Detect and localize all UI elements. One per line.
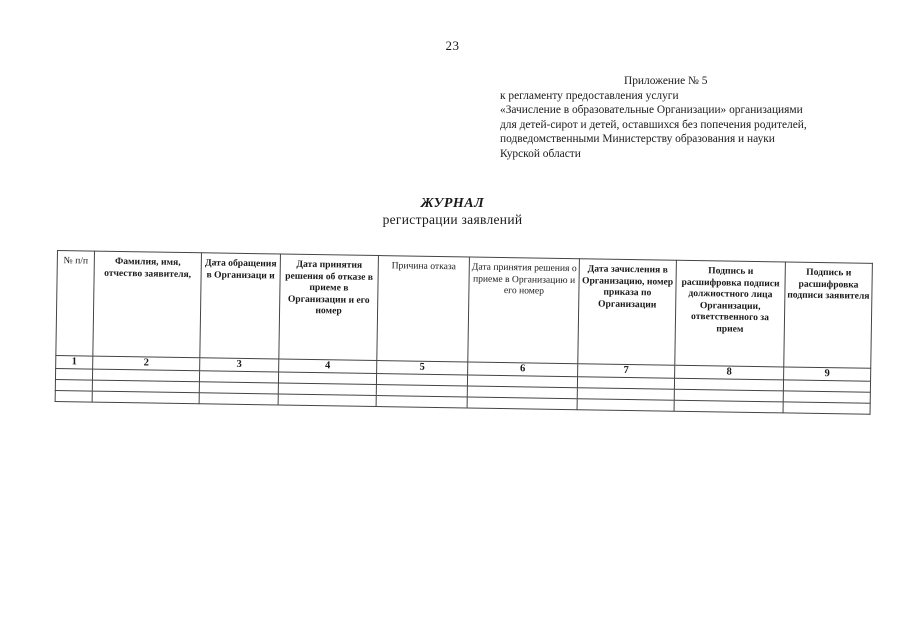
table-cell [55,390,92,402]
table-cell [55,368,92,380]
header-cell-number: № п/п [56,251,95,357]
column-number: 4 [279,359,377,374]
table-header-row [56,251,873,369]
table-cell [577,399,674,412]
header-cell-official-signature: Подпись и расшифровка подписи должностного лица Организации, ответственного за прием [675,260,786,367]
column-number: 3 [200,358,279,372]
appendix-line: к регламенту предоставления услуги [500,89,679,102]
appendix-line: «Зачисление в образовательные Организации» организациями [500,104,803,117]
registration-table [55,250,873,415]
header-cell-admission-decision: Дата принятия решения о приеме в Организацию и его номер [468,257,580,364]
column-number: 6 [468,362,578,377]
column-number: 1 [56,355,93,369]
table-cell [783,402,870,414]
appendix-title: Приложение № 5 [624,75,708,87]
header-cell-enrollment-date: Дата зачисления в Организацию, номер приказа по Организации [578,259,677,366]
table-cell [199,393,278,405]
column-number: 7 [578,364,675,379]
appendix-block [500,74,860,162]
table-cell [467,397,577,410]
appendix-line: Курской области [500,147,581,160]
header-cell-application-date: Дата обращения в Организаци и [200,253,281,359]
appendix-line: для детей-сирот и детей, оставшихся без попечения родителей, [500,118,807,131]
header-cell-refusal-reason: Причина отказа [377,256,470,362]
table-cell [376,396,467,408]
header-cell-applicant-signature: Подпись и расшифровка подписи заявителя [784,262,873,368]
table-cell [55,379,92,391]
journal-subtitle: регистрации заявлений [382,212,523,227]
header-cell-refusal-decision: Дата принятия решения об отказе в приеме в Организации и его номер [279,254,379,361]
appendix-line: подведомственными Министерству образования и науки [500,133,775,146]
column-number: 9 [784,367,871,381]
table-cell [92,391,199,404]
journal-title: ЖУРНАЛ [420,196,485,211]
table-cell [674,400,783,413]
column-number: 8 [675,365,784,380]
table-cell [278,394,376,407]
header-cell-applicant-name: Фамилия, имя, отчество заявителя, [93,251,202,358]
column-number: 2 [93,356,200,371]
page-number: 23 [445,38,460,53]
column-number: 5 [377,361,468,375]
